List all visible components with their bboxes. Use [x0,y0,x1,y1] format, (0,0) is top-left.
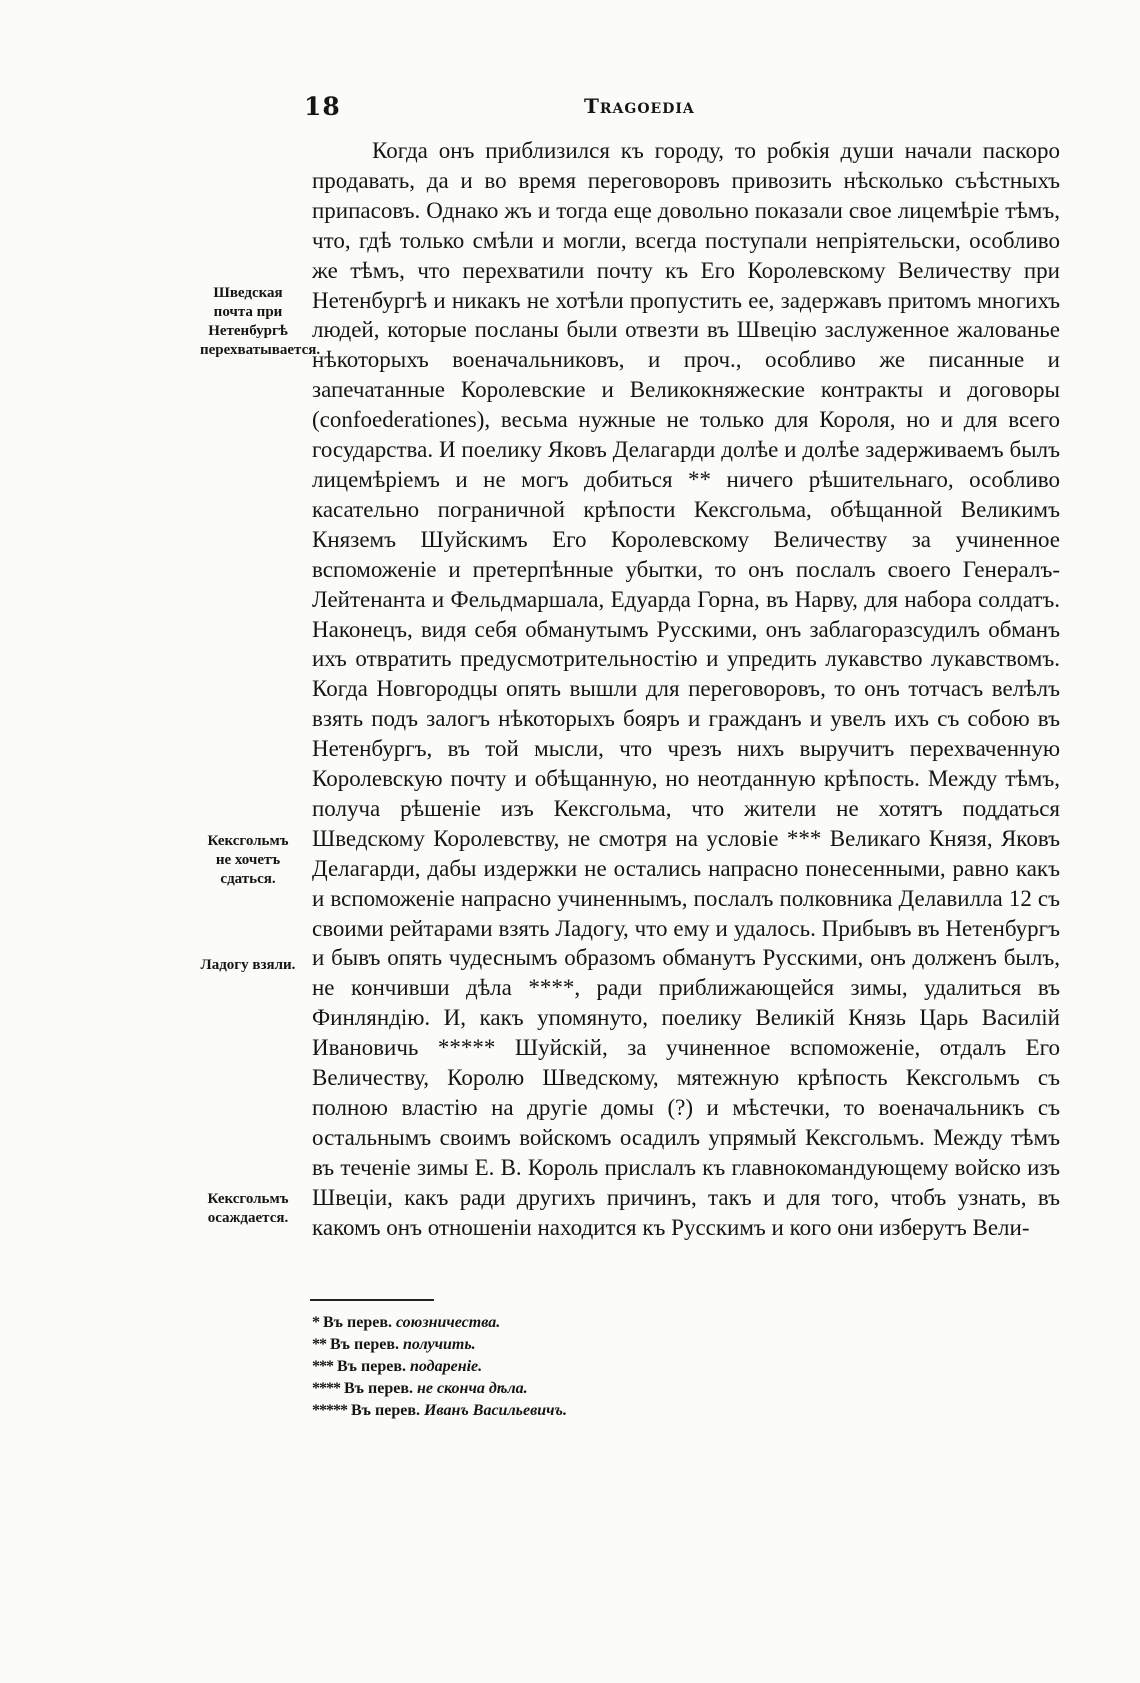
footnote-prefix: Въ перев. [323,1314,392,1331]
running-title: Tragoedia [584,94,695,118]
page-header [304,92,1056,120]
footnote-word: получить. [402,1336,476,1353]
footnote-prefix: Въ перев. [351,1402,420,1419]
footnote-word: Иванъ Васильевичъ. [423,1402,567,1419]
footnote-1 [312,1312,1012,1334]
footnote-prefix: Въ перев. [344,1380,413,1397]
footnote-prefix: Въ перев. [330,1336,399,1353]
sidenote-kexholm-besieged: Кексгольмъ осаждается. [207,1191,289,1226]
footnote-rule [310,1299,434,1301]
footnote-marker: ***** [312,1402,347,1419]
footnote-4 [312,1378,1012,1400]
sidenote-intercepted-post: Шведская почта при Нетенбургѣ перехватывается. [200,285,321,358]
footnote-word: подареніе. [409,1358,483,1375]
footnote-marker: * [312,1314,319,1331]
footnote-prefix: Въ перев. [337,1358,406,1375]
footnote-word: не скончa дѣла. [416,1380,528,1397]
footnote-3 [312,1356,1012,1378]
footnote-marker: **** [312,1380,340,1397]
footnotes [312,1312,1012,1422]
footnote-marker: *** [312,1358,333,1375]
body-text: Когда онъ приблизился къ городу, то робкія души начали паскоро продавать, да и во время переговоровъ привозить нѣсколько съѣстныхъ припасовъ. Однако жъ и тогда еще довольно показали свое лицемѣріе тѣмъ, что, гдѣ только смѣли и могли, всегда поступали непріятельски, особливо же тѣмъ, что перехватили почту къ Его Королевскому Величеству при Нетенбургѣ и никакъ не хотѣли пропустить ее, задержавъ притомъ многихъ людей, которые посланы были отвезти въ Швецію заслуженное жалованье нѣкоторыхъ военачальниковъ, и проч., особливо же писанные и запечатанные Королевские и Великокняжеские контракты и договоры (confoederationes), весьма нужные не только для Короля, но и для всего государства. И поелику Яковъ Делагарди долѣе и долѣе задерживаемъ былъ лицемѣріемъ и не могъ добиться ** ничего рѣшительнаго, особливо касательно пограничной крѣпости Кексгольма, обѣщанной Великимъ Княземъ Шуйскимъ Его Королевскому Величеству за учиненное вспоможеніе и претерпѣнные убытки, то онъ послалъ своего Генералъ-Лейтенанта и Фельдмаршала, Едуарда Горна, въ Нарву, для набора солдатъ. Наконецъ, видя себя обманутымъ Русскими, онъ заблагоразсудилъ обманъ ихъ отвратить предусмотрительностію и упредить лукавство лукавствомъ. Когда Новгородцы опять вышли для переговоровъ, то онъ тотчасъ велѣлъ взять подъ залогъ нѣкоторыхъ бояръ и гражданъ и увелъ ихъ съ собою въ Нетенбургъ, въ той мысли, что чрезъ нихъ выручитъ перехваченную Королевскую почту и обѣщанную, но неотданную крѣпость. Между тѣмъ, получа рѣшеніе изъ Кексгольма, что жители не хотятъ поддаться Шведскому Королевству, не смотря на условіе *** Великаго Князя, Яковъ Делагарди, дабы издержки не остались напрасно понесенными, равно какъ и вспоможеніе напрасно учиненнымъ, послалъ полковника Делавилла 12 съ своими рейтарами взять Ладогу, что ему и удалось. Прибывъ въ Нетенбургъ и бывъ опять чудеснымъ образомъ обманутъ Русскими, онъ долженъ былъ, не кончивши дѣла ****, ради приближающейся зимы, удалиться въ Финляндію. И, какъ упомянуто, поелику Великій Князь Царь Василій Ивановичь ***** Шуйскій, за учиненное вспоможеніе, отдалъ Его Величеству, Королю Шведскому, мятежную крѣпость Кексгольмъ съ полною властію на другіе домы (?) и мѣстечки, то военачальникъ съ остальнымъ своимъ войскомъ осадилъ упрямый Кексгольмъ. Между тѣмъ въ теченіе зимы Е. В. Король прислалъ къ главнокомандующему войско изъ Швеціи, какъ ради другихъ причинъ, такъ и для того, чтобъ узнать, въ какомъ онъ отношеніи находится къ Русскимъ и кого они изберутъ Вели- [312,138,1060,1240]
footnote-word: союзничества. [395,1314,501,1331]
footnote-2 [312,1334,1012,1356]
footnote-5 [312,1400,1012,1422]
sidenote-ladoga-taken: Ладогу взяли. [200,957,296,973]
sidenote-kexholm-refuses: Кексгольмъ не хочетъ сдаться. [207,833,289,887]
footnote-marker: ** [312,1336,326,1353]
page-number: 18 [304,92,341,121]
